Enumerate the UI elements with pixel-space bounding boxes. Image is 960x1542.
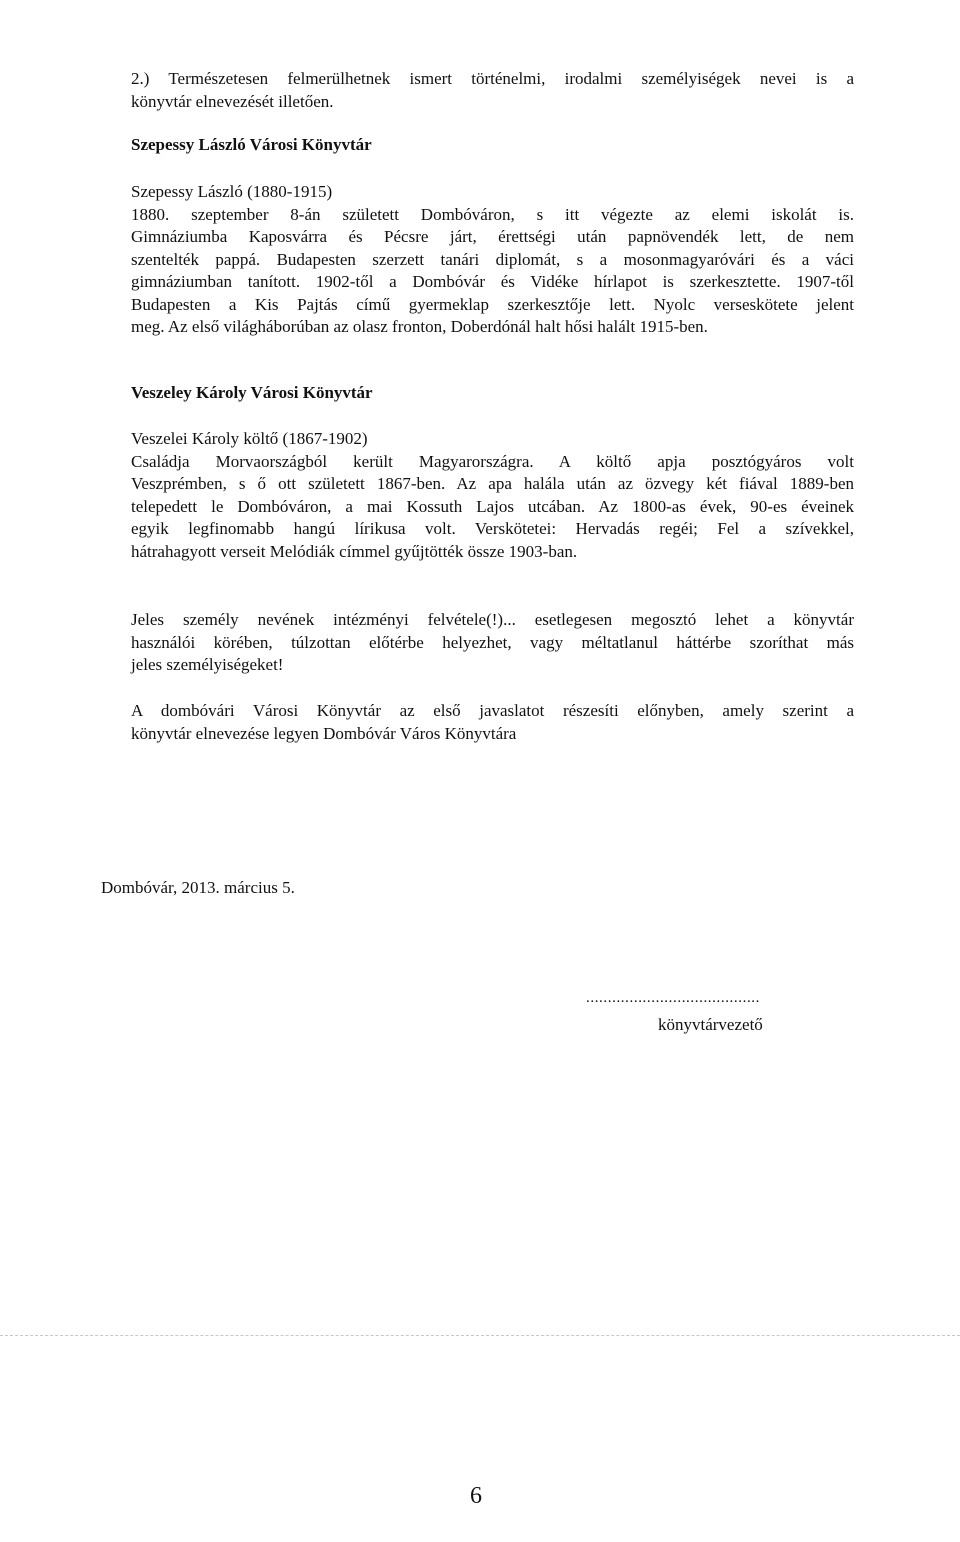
section2-paragraph [131,428,854,563]
section1-line-3: Gimnáziumba Kaposvárra és Pécsre járt, érettségi után papnövendék lett, de nem [131,227,854,246]
proposal-line-2: könyvtár elnevezése legyen Dombóvár Város Könyvtára [131,723,517,743]
section2-line-1: Veszelei Károly költő (1867-1902) [131,429,368,448]
proposal-paragraph [131,700,854,745]
intro-line-1: 2.) Természetesen felmerülhetnek ismert történelmi, irodalmi személyiségek nevei is a [131,69,854,88]
section2-line-5: egyik legfinomabb hangú lírikusa volt. Verskötetei: Hervadás regéi; Fel a szívekkel, [131,519,854,538]
section1-line-6: Budapesten a Kis Pajtás című gyermeklap szerkesztője lett. Nyolc verseskötete jelent [131,294,854,314]
section1-line-4: szentelték pappá. Budapesten szerzett tanári diplomát, s a mosonmagyaróvári és a váci [131,249,854,269]
date-line: Dombóvár, 2013. március 5. [101,878,295,897]
section2-line-4: telepedett le Dombóváron, a mai Kossuth Lajos utcában. Az 1800-as évek, 90-es éveinek [131,496,854,516]
page-number: 6 [470,1483,482,1509]
section1-line-2: 1880. szeptember 8-án született Dombóváron, s itt végezte az elemi iskolát is. [131,204,854,224]
signature-dots: ........................................ [586,990,760,1006]
section2-line-6: hátrahagyott verseit Melódiák címmel gyűjtötték össze 1903-ban. [131,541,578,561]
intro-line-2: könyvtár elnevezését illetően. [131,91,334,111]
section1-paragraph [131,181,854,339]
intro-paragraph [131,68,854,113]
section2-heading: Veszeley Károly Városi Könyvtár [131,383,373,402]
section1-heading: Szepessy László Városi Könyvtár [131,135,372,154]
scan-divider [0,1335,960,1336]
section1-line-1: Szepessy László (1880-1915) [131,182,333,201]
note-line-1: Jeles személy nevének intézményi felvétele(!)... esetlegesen megosztó lehet a könyvtár [131,610,854,629]
proposal-line-1: A dombóvári Városi Könyvtár az első javaslatot részesíti előnyben, amely szerint a [131,701,854,720]
signature-role: könyvtárvezető [658,1015,763,1034]
section2-line-2: Családja Morvaországból került Magyarországra. A költő apja posztógyáros volt [131,451,854,471]
section1-line-5: gimnáziumban tanított. 1902-től a Dombóvár és Vidéke hírlapot is szerkesztette. 1907-től [131,272,854,291]
section2-line-3: Veszprémben, s ő ott született 1867-ben. Az apa halála után az özvegy két fiával 1889-ben [131,474,854,493]
section1-line-7: meg. Az első világháborúban az olasz fronton, Doberdónál halt hősi halált 1915-ben. [131,317,708,336]
note-line-3: jeles személyiségeket! [131,655,284,674]
note-line-2: használói körében, túlzottan előtérbe helyezhet, vagy méltatlanul háttérbe szoríthat más [131,632,854,652]
note-paragraph [131,609,854,677]
